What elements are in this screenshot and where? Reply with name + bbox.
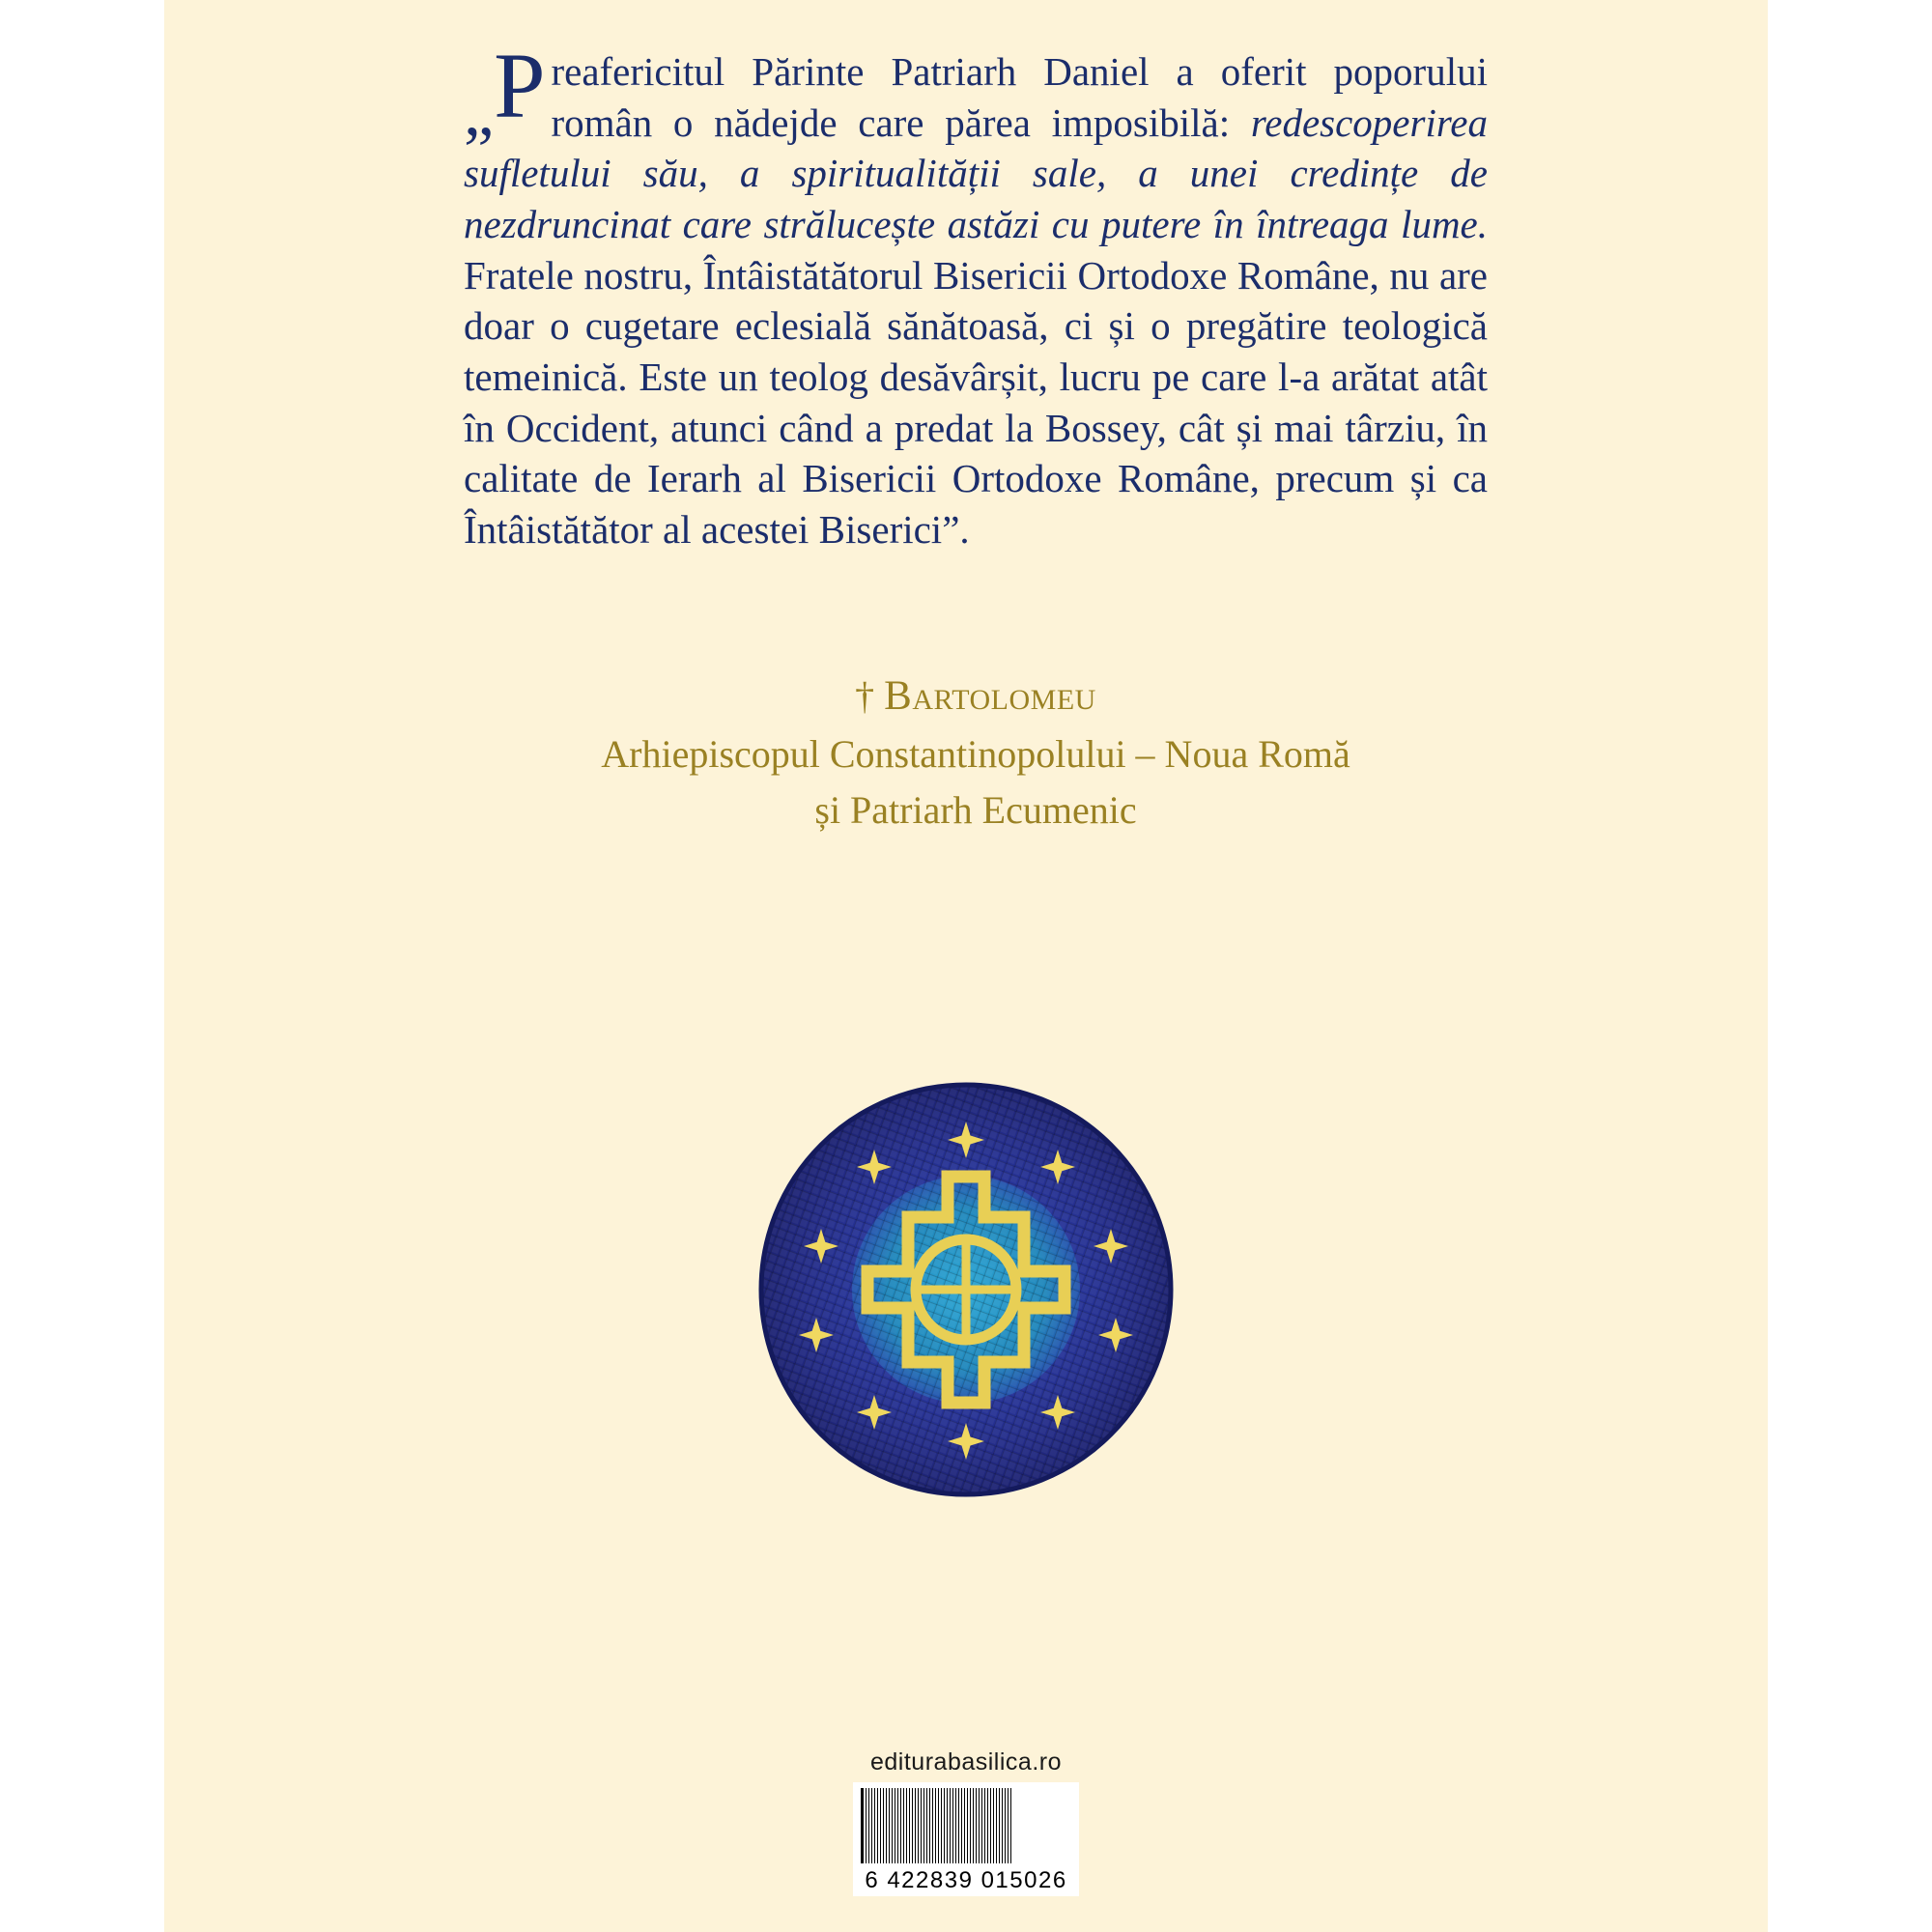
attribution-title-line-1: Arhiepiscopul Constantinopolului – Noua Romă <box>601 732 1350 777</box>
open-quote-mark: „ <box>464 75 495 150</box>
publisher-website[interactable]: editurabasilica.ro <box>870 1748 1062 1776</box>
page-margin-right <box>1768 0 1932 1932</box>
dagger-icon: † <box>855 674 875 718</box>
page-margin-left <box>0 0 164 1932</box>
quote-text-block <box>464 34 1488 555</box>
attribution-block <box>464 667 1488 838</box>
quote-part-2-italic: redescoperirea sufletului său, a spiritualității sale, a unei credințe de nezdruncinat care strălucește astăzi cu putere în întreaga lume. <box>464 99 1488 247</box>
mosaic-cross-medallion-icon <box>758 1082 1174 1497</box>
book-back-cover <box>164 0 1768 1932</box>
barcode-bars <box>861 1788 1071 1863</box>
barcode <box>853 1782 1079 1896</box>
attribution-name: Bartolomeu <box>884 673 1096 719</box>
barcode-digits: 6 422839 015026 <box>865 1867 1067 1893</box>
footer-block <box>164 1748 1768 1896</box>
quote-part-3: Fratele nostru, Întâistătătorul Bisericii Ortodoxe Române, nu are doar o cugetare eclesială sănătoasă, ci și o pregătire teologică temeinică. Este un teolog desăvârșit, lucru pe care l-a arătat atât în Occident, atunci când a predat la Bossey, cât și mai târziu, în calitate de Ierarh al Bisericii Ortodoxe Române, precum și ca Întâistătător al acestei Biserici”. <box>464 252 1488 553</box>
attribution-title-line-2: și Patriarh Ecumenic <box>814 788 1137 833</box>
attribution-name-line <box>464 667 1488 726</box>
quote-part-1: reafericitul Părinte Patriarh Daniel a oferit poporului român o nădejde care părea imposibilă: <box>551 49 1488 145</box>
drop-cap: P <box>494 34 546 137</box>
medallion-container <box>164 1082 1768 1497</box>
